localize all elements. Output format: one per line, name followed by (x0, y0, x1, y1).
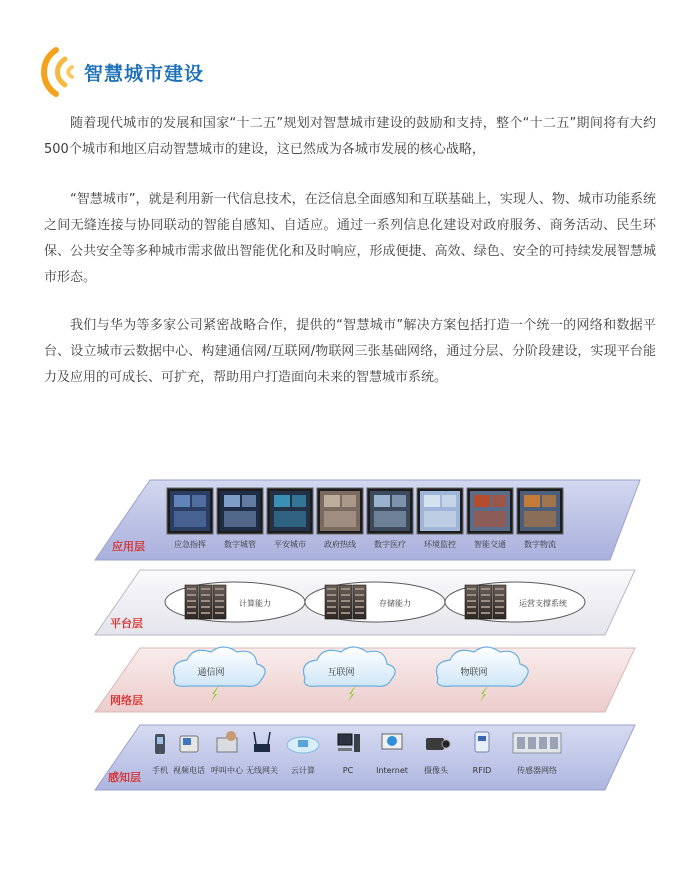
sensing-layer (95, 725, 635, 790)
definition-paragraph: “智慧城市”，就是利用新一代信息技术，在泛信息全面感知和互联基础上，实现人、物、城市功能系统之间无缝连接与协同联动的智能自感知、自适应。通过一系列信息化建设对政府服务、商务活动、民生环保、公共安全等多种城市需求做出智能优化和及时响应，形成便捷、高效、绿色、安全的可持续发展智慧城市形态。 (44, 192, 656, 285)
network-layer (95, 647, 635, 712)
app-layer (95, 480, 640, 560)
app-thumbnail (417, 488, 463, 534)
mobile-phone-icon (155, 734, 165, 754)
app-thumbnail (317, 488, 363, 534)
app-thumbnail (467, 488, 513, 534)
app-layer-label: 应用层 (112, 540, 145, 553)
network-layer-label: 网络层 (110, 694, 143, 707)
platform-item-label: 存储能力 (379, 599, 411, 608)
app-item-label: 政府热线 (324, 540, 356, 549)
sensing-item-label: 呼叫中心 (211, 766, 243, 775)
app-item-label: 数字物流 (524, 540, 556, 549)
app-item-label: 平安城市 (274, 540, 306, 549)
network-item-label: 通信网 (197, 668, 225, 678)
app-thumbnail (367, 488, 413, 534)
camera-icon (426, 738, 450, 750)
platform-item-label: 运营支撑系统 (519, 599, 567, 608)
app-thumbnail (167, 488, 213, 534)
app-item-label: 应急指挥 (174, 540, 206, 549)
sensing-item-label: 手机 (152, 766, 168, 775)
sensing-item-label: PC (342, 766, 354, 775)
app-item-label: 数字医疗 (374, 540, 406, 549)
sensor-network-icon (513, 733, 561, 753)
rfid-icon (475, 732, 489, 752)
sensing-item-label: 视频电话 (173, 766, 205, 775)
sensing-item-label: 无线网关 (246, 766, 278, 775)
app-thumbnail (217, 488, 263, 534)
smart-city-architecture-diagram (0, 470, 700, 800)
platform-layer (95, 570, 635, 635)
platform-item-label: 计算能力 (239, 599, 271, 608)
signal-icon (34, 46, 80, 98)
platform-layer-label: 平台层 (110, 617, 143, 630)
app-item-label: 环境监控 (424, 540, 456, 549)
sensing-item-label: 云计算 (291, 766, 315, 775)
app-item-label: 数字城管 (224, 540, 256, 549)
sensing-item-label: 传感器网络 (517, 766, 557, 775)
page-title: 智慧城市建设 (84, 62, 205, 85)
intro-paragraph: 随着现代城市的发展和国家“十二五”规划对智慧城市建设的鼓励和支持，整个“十二五”期间将有大约500个城市和地区启动智慧城市的建设，这已然成为各城市发展的核心战略， (44, 116, 656, 157)
network-item-label: 物联网 (460, 668, 488, 678)
network-item-label: 互联网 (327, 668, 355, 678)
platform-item (165, 582, 305, 622)
solution-paragraph: 我们与华为等多家公司紧密战略合作，提供的“智慧城市”解决方案包括打造一个统一的网络和数据平台、设立城市云数据中心、构建通信网/互联网/物联网三张基础网络，通过分层、分阶段建设，实现平台能力及应用的可成长、可扩充，帮助用户打造面向未来的智慧城市系统。 (44, 318, 656, 385)
app-thumbnail (267, 488, 313, 534)
sensing-item-label: 摄像头 (424, 766, 448, 775)
sensing-layer-label: 感知层 (108, 771, 141, 784)
section-header (34, 46, 204, 98)
cloud-computing-icon (287, 737, 319, 753)
pc-icon (338, 734, 360, 752)
internet-icon (382, 734, 402, 749)
app-item-label: 智能交通 (474, 540, 506, 549)
app-thumbnail (517, 488, 563, 534)
platform-item (305, 582, 445, 622)
platform-item (445, 582, 585, 622)
sensing-item-label: Internet (376, 766, 408, 775)
sensing-item-label: RFID (472, 766, 492, 775)
video-phone-icon (180, 736, 198, 752)
